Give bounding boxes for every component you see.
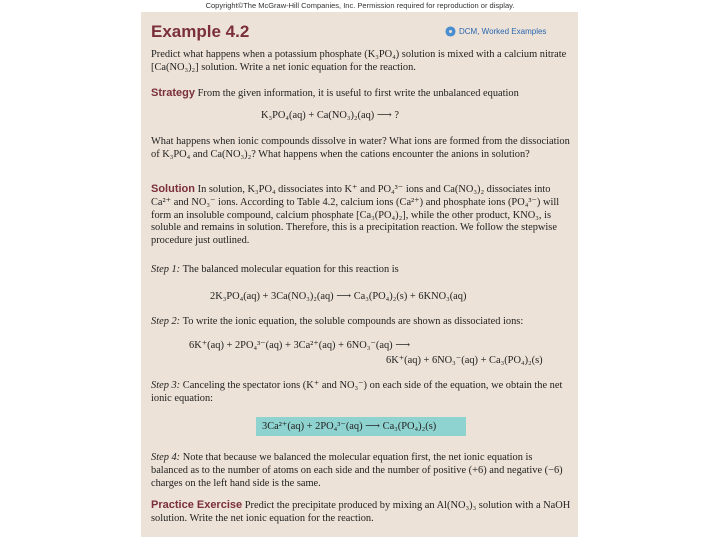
cd-worked-examples-link[interactable] [445,26,546,37]
molecular-equation: 2K₃PO₄(aq) + 3Ca(NO₃)₂(aq) ⟶ Ca₃(PO₄)₂(s) + 6KNO₃(aq) [210,291,467,302]
step4-label: Step 4: [151,452,181,463]
copyright-notice: Copyright©The McGraw-Hill Companies, Inc. Permission required for reproduction or display. [205,1,515,10]
step2-paragraph [151,316,571,329]
step1-label: Step 1: [151,264,181,275]
step3-paragraph [151,380,571,406]
step4-paragraph [151,452,571,490]
step4-text: Note that because we balanced the molecular equation first, the net ionic equation is balanced as to the number of atoms on each side and the number of positive (+6) and negative (−6) charges on the left hand side is the same. [151,452,563,489]
solution-paragraph [151,183,571,248]
step2-label: Step 2: [151,316,181,327]
problem-statement: Predict what happens when a potassium phosphate (K₃PO₄) solution is mixed with a calcium nitrate [Ca(NO₃)₂] solution. Write a net ionic equation for the reaction. [151,49,567,73]
ionic-equation-line1: 6K⁺(aq) + 2PO₄³⁻(aq) + 3Ca²⁺(aq) + 6NO₃⁻(aq) ⟶ [189,340,411,351]
unbalanced-equation: K₃PO₄(aq) + Ca(NO₃)₂(aq) ⟶ ? [261,110,399,121]
step2-text: To write the ionic equation, the soluble compounds are shown as dissociated ions: [182,316,524,327]
net-ionic-equation-box [256,417,466,436]
step3-label: Step 3: [151,380,181,391]
strategy-label: Strategy [151,87,196,99]
step3-text: Canceling the spectator ions (K⁺ and NO₃⁻) on each side of the equation, we obtain the net ionic equation: [151,380,563,404]
strategy-paragraph [151,87,571,101]
cd-icon [445,26,456,37]
step1-text: The balanced molecular equation for this reaction is [182,264,399,275]
ionic-equation-line2: 6K⁺(aq) + 6NO₃⁻(aq) + Ca₃(PO₄)₂(s) [386,355,543,366]
practice-label: Practice Exercise [151,499,243,511]
net-ionic-equation: 3Ca²⁺(aq) + 2PO₄³⁻(aq) ⟶ Ca₃(PO₄)₂(s) [262,421,437,432]
strategy-text: From the given information, it is useful to first write the unbalanced equation [197,88,519,99]
question-text: What happens when ionic compounds dissolve in water? What ions are formed from the dissociation of K₃PO₄ and Ca(NO₃)₂? What happens when the cations encounter the anions in solution? [151,136,570,160]
practice-text: Predict the precipitate produced by mixing an Al(NO₃)₃ solution with a NaOH solution. Write the net ionic equation for the reaction. [151,500,571,524]
step1-paragraph [151,264,571,277]
solution-text: In solution, K₃PO₄ dissociates into K⁺ and PO₄³⁻ ions and Ca(NO₃)₂ dissociates into Ca²⁺ and NO₃⁻ ions. According to Table 4.2, calcium ions (Ca²⁺) and phosphate ions (PO₄³⁻) will form an insoluble compound, calcium phosphate [Ca₃(PO₄)₂], while the other product, KNO₃, is soluble and remains in solution. Therefore, this is a precipitation reaction. We follow the stepwise procedure just outlined. [151,184,560,247]
textbook-page [141,12,578,537]
solution-label: Solution [151,183,195,195]
example-title: Example 4.2 [151,22,250,41]
practice-paragraph [151,499,571,526]
cd-link-label: DCM, Worked Examples [459,27,547,36]
